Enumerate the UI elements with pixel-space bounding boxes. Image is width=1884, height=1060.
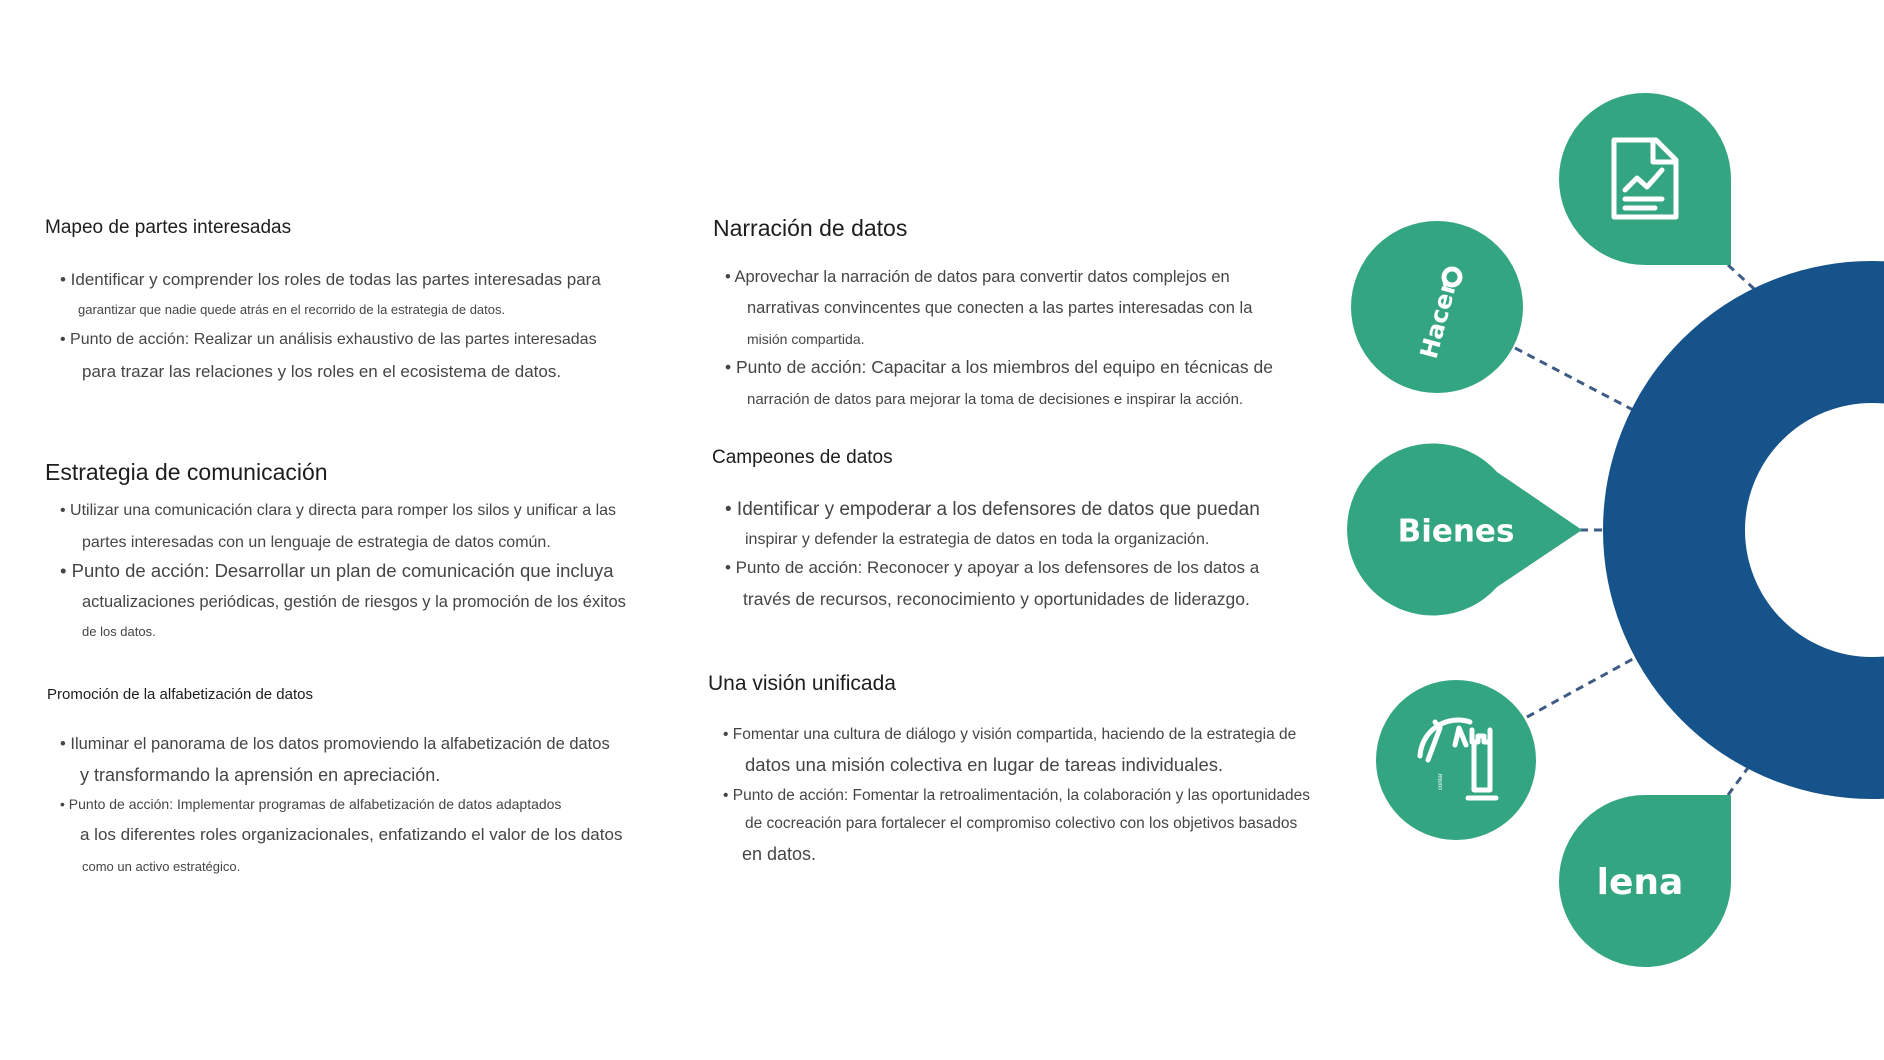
badge-label: Bienes (1397, 513, 1515, 550)
bullet-line: • Punto de acción: Fomentar la retroalimentación, la colaboración y las oportunidades (723, 787, 1311, 804)
badge-shape (1559, 93, 1731, 265)
bullet-line: • Identificar y comprender los roles de todas las partes interesadas para (60, 270, 601, 289)
bullet-line: • Utilizar una comunicación clara y directa para romper los silos y unificar a las (60, 502, 617, 519)
bullet-line: garantizar que nadie quede atrás en el recorrido de la estrategia de datos. (78, 302, 506, 317)
bullet-line: • Punto de acción: Desarrollar un plan de comunicación que incluya (60, 560, 614, 581)
badge-small-label: contar (1438, 773, 1444, 790)
bullet-line: través de recursos, reconocimiento y oportunidades de liderazgo. (743, 589, 1250, 609)
bullet-line: a los diferentes roles organizacionales, enfatizando el valor de los datos (80, 825, 623, 844)
badge-hacer[interactable] (1351, 221, 1523, 393)
bullet-line: narración de datos para mejorar la toma de decisiones e inspirar la acción. (747, 391, 1244, 408)
section-title: Narración de datos (713, 215, 908, 241)
bullet-line: partes interesadas con un lenguaje de estrategia de datos común. (82, 534, 551, 551)
bullet-line: • Fomentar una cultura de diálogo y visión compartida, haciendo de la estrategia de (723, 726, 1297, 743)
bullet-line: y transformando la aprensión en apreciación. (80, 765, 441, 785)
bullet-line: datos una misión colectiva en lugar de tareas individuales. (745, 754, 1224, 775)
section-title: Promoción de la alfabetización de datos (47, 686, 314, 703)
bullet-line: como un activo estratégico. (82, 859, 241, 874)
bullet-line: • Aprovechar la narración de datos para convertir datos complejos en (725, 268, 1230, 286)
section-narracion (713, 215, 1363, 415)
badge-strategy[interactable] (1376, 680, 1536, 840)
bullet-line: de los datos. (82, 624, 156, 639)
badge-label: lena (1596, 862, 1684, 903)
section-title: Campeones de datos (712, 447, 893, 468)
bullet-line: misión compartida. (747, 331, 865, 347)
section-comunicacion (45, 455, 685, 645)
section-alfabetizacion (47, 685, 687, 885)
bullet-line: • Punto de acción: Implementar programas de alfabetización de datos adaptados (60, 796, 562, 812)
section-title: Una visión unificada (708, 672, 896, 695)
bullet-line: en datos. (742, 844, 817, 864)
section-title: Mapeo de partes interesadas (45, 217, 292, 238)
bullet-line: • Punto de acción: Capacitar a los miembros del equipo en técnicas de (725, 357, 1273, 377)
bullet-line: inspirar y defender la estrategia de datos en toda la organización. (745, 531, 1210, 548)
bullet-line: para trazar las relaciones y los roles en el ecosistema de datos. (82, 362, 562, 381)
badge-shape (1376, 680, 1536, 840)
badge-lena[interactable] (1559, 795, 1731, 967)
section-vision (708, 672, 1368, 872)
badge-label: Hacer (1414, 278, 1463, 362)
bullet-line: actualizaciones periódicas, gestión de riesgos y la promoción de los éxitos (82, 593, 626, 611)
badge-bienes[interactable] (1347, 444, 1582, 616)
bullet-line: • Punto de acción: Realizar un análisis exhaustivo de las partes interesadas (60, 331, 597, 348)
central-ring (1674, 332, 1884, 728)
badge-document[interactable] (1559, 93, 1731, 265)
bullet-line: • Punto de acción: Reconocer y apoyar a los defensores de los datos a (725, 558, 1260, 577)
bullet-line: de cocreación para fortalecer el compromiso colectivo con los objetivos basados (745, 815, 1298, 832)
section-campeones (712, 447, 1362, 617)
bullet-line: • Iluminar el panorama de los datos promoviendo la alfabetización de datos (60, 735, 610, 753)
connector-line (1515, 348, 1637, 412)
section-mapeo (45, 215, 675, 395)
bullet-line: • Identificar y empoderar a los defensores de datos que puedan (725, 499, 1260, 520)
connector-line (1527, 654, 1642, 717)
section-title: Estrategia de comunicación (45, 459, 328, 485)
bullet-line: narrativas convincentes que conecten a las partes interesadas con la (747, 299, 1253, 317)
